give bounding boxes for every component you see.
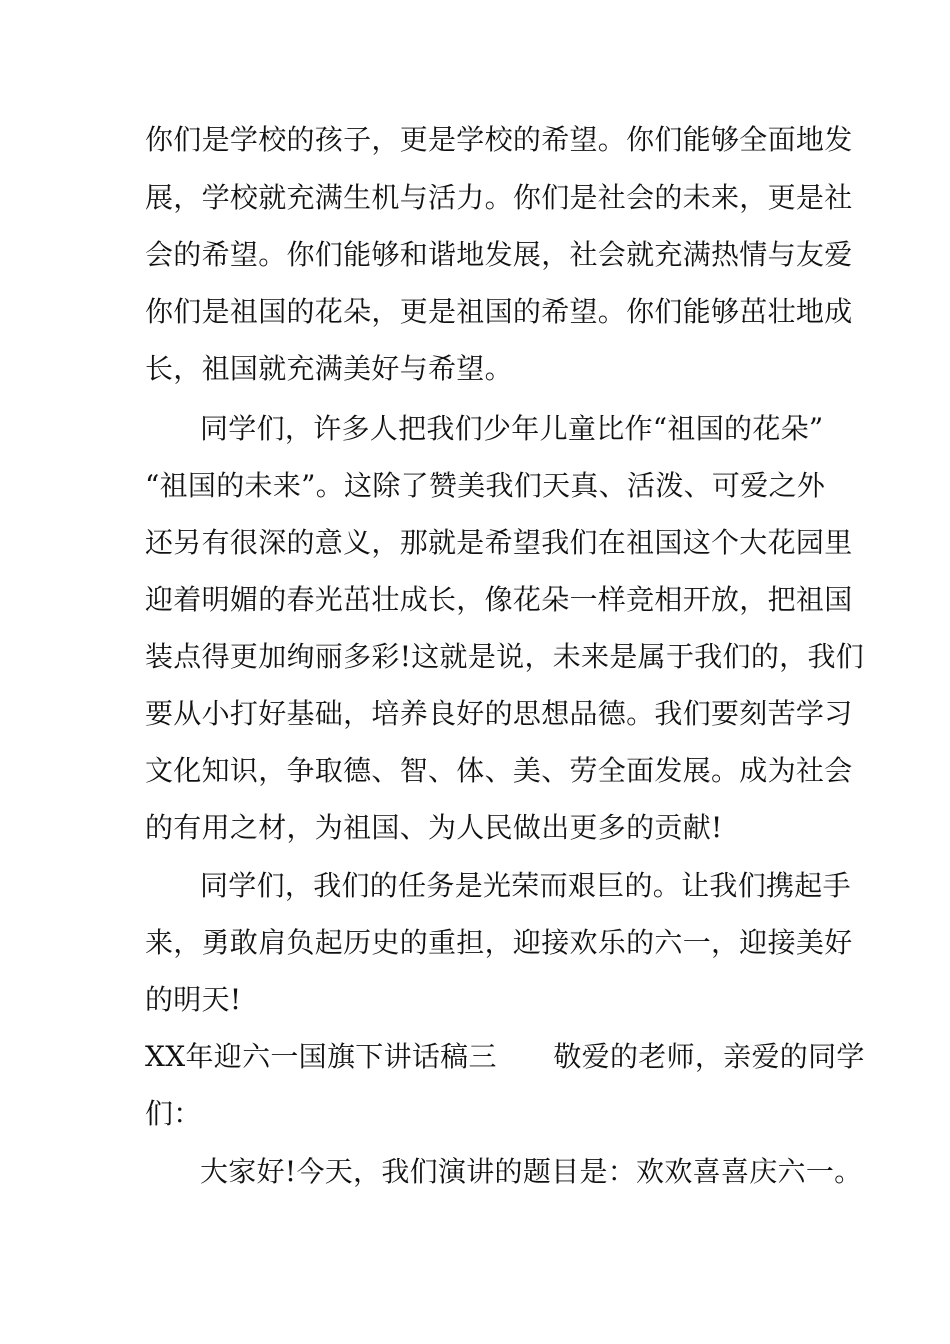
- text-line: 的有用之材，为祖国、为人民做出更多的贡献!: [145, 811, 723, 844]
- text-line: 同学们，许多人把我们少年儿童比作“祖国的花朵”: [200, 412, 824, 445]
- text-line: 展，学校就充满生机与活力。你们是社会的未来，更是社: [145, 181, 853, 214]
- text-line: 长，祖国就充满美好与希望。: [145, 352, 513, 385]
- text-line: 大家好!今天，我们演讲的题目是：欢欢喜喜庆六一。: [200, 1155, 863, 1188]
- text-line: 你们是学校的孩子，更是学校的希望。你们能够全面地发: [145, 123, 853, 156]
- text-line: 文化知识，争取德、智、体、美、劳全面发展。成为社会: [145, 754, 853, 787]
- text-line: 迎着明媚的春光茁壮成长，像花朵一样竞相开放，把祖国: [145, 583, 853, 616]
- text-line: 装点得更加绚丽多彩!这就是说，未来是属于我们的，我们: [145, 640, 865, 673]
- text-line: 们：: [145, 1097, 202, 1130]
- text-line: 还另有很深的意义，那就是希望我们在祖国这个大花园里: [145, 526, 853, 559]
- text-line: 的明天!: [145, 983, 242, 1016]
- text-line: 来，勇敢肩负起历史的重担，迎接欢乐的六一，迎接美好: [145, 926, 853, 959]
- text-line: 要从小打好基础，培养良好的思想品德。我们要刻苦学习: [145, 697, 853, 730]
- text-line: “祖国的未来”。这除了赞美我们天真、活泼、可爱之外: [145, 469, 826, 502]
- text-line: 同学们，我们的任务是光荣而艰巨的。让我们携起手: [200, 869, 851, 902]
- text-line: XX年迎六一国旗下讲话稿三 敬爱的老师，亲爱的同学: [145, 1040, 865, 1073]
- text-line: 会的希望。你们能够和谐地发展，社会就充满热情与友爱: [145, 238, 853, 271]
- text-line: 你们是祖国的花朵，更是祖国的希望。你们能够茁壮地成: [145, 295, 853, 328]
